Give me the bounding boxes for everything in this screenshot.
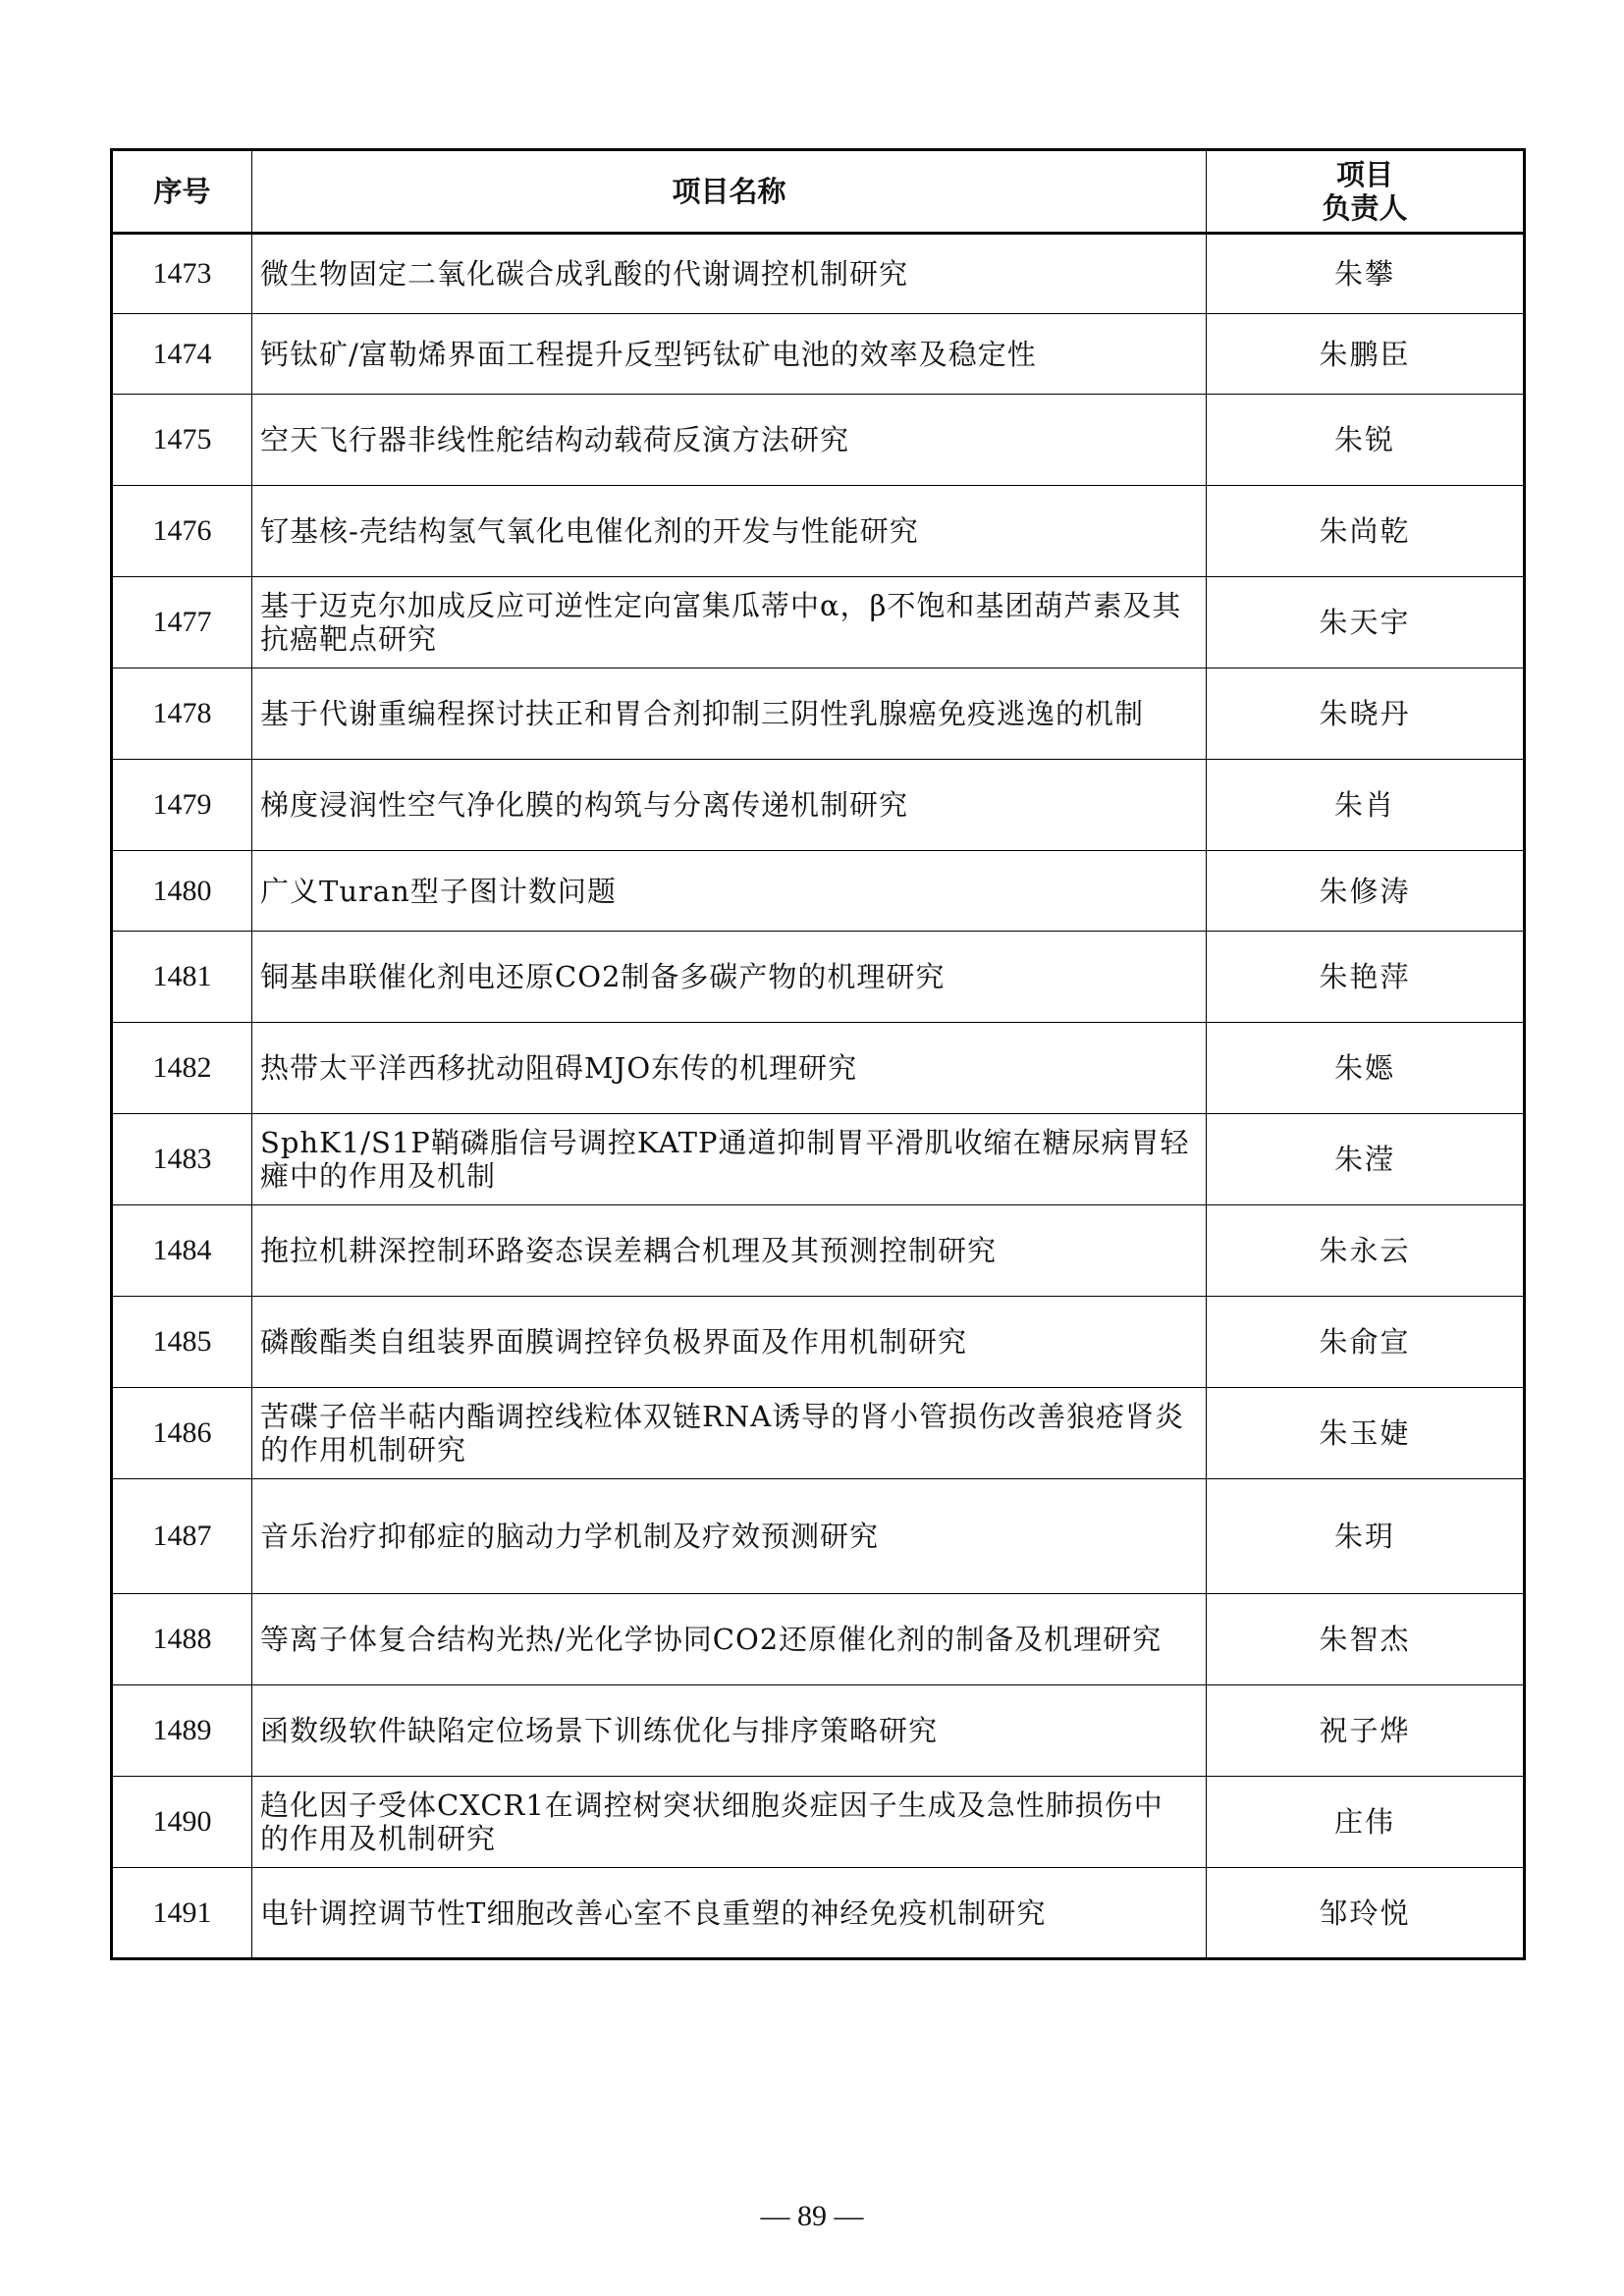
- row-number: 1474: [112, 314, 252, 395]
- row-number: 1484: [112, 1205, 252, 1297]
- row-number: 1480: [112, 851, 252, 932]
- table-row: [112, 1777, 1525, 1868]
- row-number: 1486: [112, 1388, 252, 1479]
- project-name: 电针调控调节性T细胞改善心室不良重塑的神经免疫机制研究: [252, 1868, 1207, 1959]
- table-row: [112, 1685, 1525, 1777]
- row-number: 1489: [112, 1685, 252, 1777]
- row-number: 1482: [112, 1023, 252, 1114]
- row-number: 1481: [112, 932, 252, 1023]
- table-row: [112, 760, 1525, 851]
- project-leader: 庄伟: [1207, 1777, 1525, 1868]
- project-name: 磷酸酯类自组装界面膜调控锌负极界面及作用机制研究: [252, 1297, 1207, 1388]
- project-leader: 朱嫕: [1207, 1023, 1525, 1114]
- table-row: [112, 395, 1525, 486]
- header-no: 序号: [112, 150, 252, 234]
- row-number: 1475: [112, 395, 252, 486]
- table-row: [112, 486, 1525, 577]
- header-leader: [1207, 150, 1525, 234]
- project-leader: 朱玥: [1207, 1479, 1525, 1594]
- table-row: [112, 851, 1525, 932]
- table-row: [112, 1388, 1525, 1479]
- header-leader-line2: 负责人: [1322, 191, 1408, 225]
- project-leader: 祝子烨: [1207, 1685, 1525, 1777]
- project-leader: 邹玲悦: [1207, 1868, 1525, 1959]
- project-name: 等离子体复合结构光热/光化学协同CO2还原催化剂的制备及机理研究: [252, 1594, 1207, 1685]
- table-row: [112, 577, 1525, 668]
- project-leader: 朱修涛: [1207, 851, 1525, 932]
- row-number: 1473: [112, 234, 252, 314]
- project-name: 梯度浸润性空气净化膜的构筑与分离传递机制研究: [252, 760, 1207, 851]
- table-row: [112, 314, 1525, 395]
- project-leader: 朱攀: [1207, 234, 1525, 314]
- row-number: 1488: [112, 1594, 252, 1685]
- table-row: [112, 1868, 1525, 1959]
- header-leader-line1: 项目: [1335, 158, 1393, 191]
- project-name: 广义Turan型子图计数问题: [252, 851, 1207, 932]
- row-number: 1477: [112, 577, 252, 668]
- project-leader: 朱滢: [1207, 1114, 1525, 1205]
- table-body: [112, 234, 1525, 1959]
- project-leader: 朱尚乾: [1207, 486, 1525, 577]
- table-row: [112, 1479, 1525, 1594]
- table-row: [112, 932, 1525, 1023]
- project-leader: 朱永云: [1207, 1205, 1525, 1297]
- header-name: 项目名称: [252, 150, 1207, 234]
- project-leader: 朱俞宣: [1207, 1297, 1525, 1388]
- row-number: 1491: [112, 1868, 252, 1959]
- project-name: 趋化因子受体CXCR1在调控树突状细胞炎症因子生成及急性肺损伤中的作用及机制研究: [252, 1777, 1207, 1868]
- project-leader: 朱肖: [1207, 760, 1525, 851]
- project-name: 钙钛矿/富勒烯界面工程提升反型钙钛矿电池的效率及稳定性: [252, 314, 1207, 395]
- table-row: [112, 1594, 1525, 1685]
- project-leader: 朱天宇: [1207, 577, 1525, 668]
- table-row: [112, 1114, 1525, 1205]
- project-leader: 朱玉婕: [1207, 1388, 1525, 1479]
- project-name: 拖拉机耕深控制环路姿态误差耦合机理及其预测控制研究: [252, 1205, 1207, 1297]
- project-leader: 朱鹏臣: [1207, 314, 1525, 395]
- page-number: — 89 —: [760, 2200, 864, 2232]
- project-name: 钌基核-壳结构氢气氧化电催化剂的开发与性能研究: [252, 486, 1207, 577]
- project-name: 基于迈克尔加成反应可逆性定向富集瓜蒂中α，β不饱和基团葫芦素及其抗癌靶点研究: [252, 577, 1207, 668]
- table-row: [112, 1023, 1525, 1114]
- project-name: 音乐治疗抑郁症的脑动力学机制及疗效预测研究: [252, 1479, 1207, 1594]
- project-name: 苦碟子倍半萜内酯调控线粒体双链RNA诱导的肾小管损伤改善狼疮肾炎的作用机制研究: [252, 1388, 1207, 1479]
- row-number: 1485: [112, 1297, 252, 1388]
- project-name: 热带太平洋西移扰动阻碍MJO东传的机理研究: [252, 1023, 1207, 1114]
- row-number: 1476: [112, 486, 252, 577]
- row-number: 1490: [112, 1777, 252, 1868]
- row-number: 1479: [112, 760, 252, 851]
- project-leader: 朱智杰: [1207, 1594, 1525, 1685]
- row-number: 1478: [112, 668, 252, 760]
- table-header-row: [112, 150, 1525, 234]
- row-number: 1483: [112, 1114, 252, 1205]
- project-leader: 朱晓丹: [1207, 668, 1525, 760]
- project-leader: 朱锐: [1207, 395, 1525, 486]
- table-row: [112, 668, 1525, 760]
- table-row: [112, 234, 1525, 314]
- project-name: SphK1/S1P鞘磷脂信号调控KATP通道抑制胃平滑肌收缩在糖尿病胃轻瘫中的作用及机制: [252, 1114, 1207, 1205]
- project-leader: 朱艳萍: [1207, 932, 1525, 1023]
- project-name: 铜基串联催化剂电还原CO2制备多碳产物的机理研究: [252, 932, 1207, 1023]
- project-name: 基于代谢重编程探讨扶正和胃合剂抑制三阴性乳腺癌免疫逃逸的机制: [252, 668, 1207, 760]
- project-name: 函数级软件缺陷定位场景下训练优化与排序策略研究: [252, 1685, 1207, 1777]
- row-number: 1487: [112, 1479, 252, 1594]
- project-table: [110, 148, 1526, 1960]
- project-name: 微生物固定二氧化碳合成乳酸的代谢调控机制研究: [252, 234, 1207, 314]
- table-row: [112, 1205, 1525, 1297]
- table-row: [112, 1297, 1525, 1388]
- project-name: 空天飞行器非线性舵结构动载荷反演方法研究: [252, 395, 1207, 486]
